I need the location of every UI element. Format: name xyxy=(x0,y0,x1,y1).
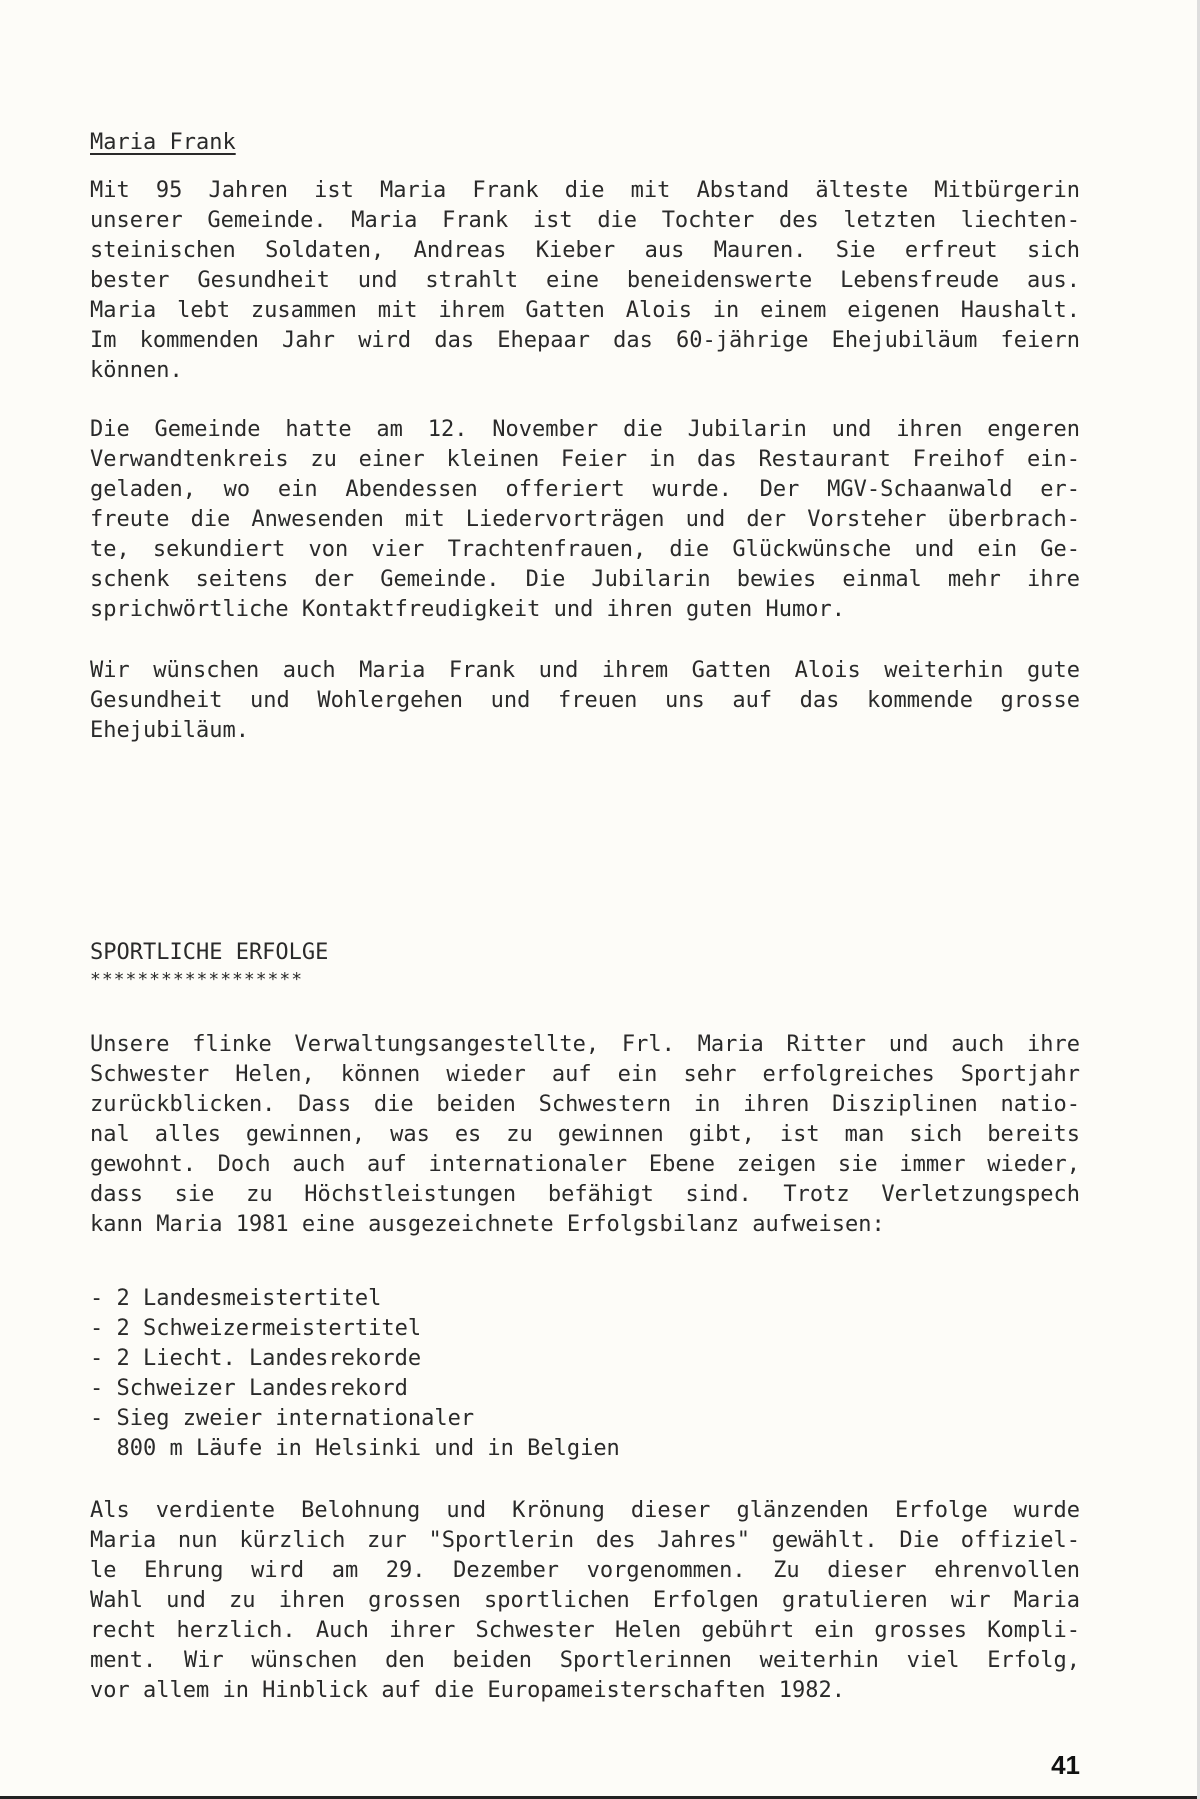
text-line: Maria lebt zusammen mit ihrem Gatten Alois in einem eigenen Haushalt. xyxy=(90,298,1080,323)
list-item: - 2 Schweizermeistertitel xyxy=(90,1316,422,1341)
text-line: Im kommenden Jahr wird das Ehepaar das 60-jährige Ehejubiläum feiern xyxy=(90,328,1080,353)
text-line: schenk seitens der Gemeinde. Die Jubilarin bewies einmal mehr ihre xyxy=(90,567,1080,592)
text-line: freute die Anwesenden mit Liedervorträgen und der Vorsteher überbrach- xyxy=(90,507,1080,532)
section-title: Maria Frank xyxy=(90,130,236,155)
text-line: geladen, wo ein Abendessen offeriert wurde. Der MGV-Schaanwald er- xyxy=(90,477,1080,502)
text-line: dass sie zu Höchstleistungen befähigt sind. Trotz Verletzungspech xyxy=(90,1182,1080,1207)
text-line: Als verdiente Belohnung und Krönung dieser glänzenden Erfolge wurde xyxy=(90,1498,1080,1523)
text-line: Mit 95 Jahren ist Maria Frank die mit Abstand älteste Mitbürgerin xyxy=(90,178,1080,203)
text-line: Wir wünschen auch Maria Frank und ihrem Gatten Alois weiterhin gute xyxy=(90,658,1080,683)
text-line: gewohnt. Doch auch auf internationaler Ebene zeigen sie immer wieder, xyxy=(90,1152,1080,1177)
text-line: können. xyxy=(90,358,183,383)
title-underline-stars: ****************** xyxy=(90,969,304,990)
page-number: 41 xyxy=(1051,1750,1080,1780)
text-line: ment. Wir wünschen den beiden Sportlerinnen weiterhin viel Erfolg, xyxy=(90,1648,1080,1673)
section-maria-frank xyxy=(90,128,1080,158)
list-item: - 2 Liecht. Landesrekorde xyxy=(90,1346,422,1371)
paragraph xyxy=(90,1030,1080,1240)
text-line: te, sekundiert von vier Trachtenfrauen, die Glückwünsche und ein Ge- xyxy=(90,537,1080,562)
list-item: - Schweizer Landesrekord xyxy=(90,1376,408,1401)
text-line: Gesundheit und Wohlergehen und freuen uns auf das kommende grosse xyxy=(90,688,1080,713)
paragraph xyxy=(90,415,1080,625)
paragraph xyxy=(90,1496,1080,1706)
text-line: Wahl und zu ihren grossen sportlichen Erfolgen gratulieren wir Maria xyxy=(90,1588,1080,1613)
list-item: - Sieg zweier internationaler xyxy=(90,1406,475,1431)
text-line: steinischen Soldaten, Andreas Kieber aus Mauren. Sie erfreut sich xyxy=(90,238,1080,263)
text-line: bester Gesundheit und strahlt eine beneidenswerte Lebensfreude aus. xyxy=(90,268,1080,293)
text-line: Ehejubiläum. xyxy=(90,718,249,743)
text-line: kann Maria 1981 eine ausgezeichnete Erfolgsbilanz aufweisen: xyxy=(90,1212,885,1237)
text-line: Verwandtenkreis zu einer kleinen Feier in das Restaurant Freihof ein- xyxy=(90,447,1080,472)
text-line: zurückblicken. Dass die beiden Schwestern in ihren Disziplinen natio- xyxy=(90,1092,1080,1117)
text-line: vor allem in Hinblick auf die Europameisterschaften 1982. xyxy=(90,1678,845,1703)
list-item: - 2 Landesmeistertitel xyxy=(90,1286,382,1311)
paragraph xyxy=(90,176,1080,386)
text-line: sprichwörtliche Kontaktfreudigkeit und ihren guten Humor. xyxy=(90,597,845,622)
paragraph xyxy=(90,656,1080,746)
text-line: Schwester Helen, können wieder auf ein sehr erfolgreiches Sportjahr xyxy=(90,1062,1080,1087)
text-line: unserer Gemeinde. Maria Frank ist die Tochter des letzten liechten- xyxy=(90,208,1080,233)
text-line: Die Gemeinde hatte am 12. November die Jubilarin und ihren engeren xyxy=(90,417,1080,442)
text-line: Maria nun kürzlich zur "Sportlerin des Jahres" gewählt. Die offiziel- xyxy=(90,1528,1080,1553)
text-line: Unsere flinke Verwaltungsangestellte, Frl. Maria Ritter und auch ihre xyxy=(90,1032,1080,1057)
section-sportliche-erfolge xyxy=(90,938,1080,992)
achievements-list xyxy=(90,1284,1080,1464)
section-title: SPORTLICHE ERFOLGE xyxy=(90,940,329,965)
text-line: le Ehrung wird am 29. Dezember vorgenommen. Zu dieser ehrenvollen xyxy=(90,1558,1080,1583)
list-item: 800 m Läufe in Helsinki und in Belgien xyxy=(90,1436,620,1461)
text-line: nal alles gewinnen, was es zu gewinnen gibt, ist man sich bereits xyxy=(90,1122,1080,1147)
text-line: recht herzlich. Auch ihrer Schwester Helen gebührt ein grosses Kompli- xyxy=(90,1618,1080,1643)
